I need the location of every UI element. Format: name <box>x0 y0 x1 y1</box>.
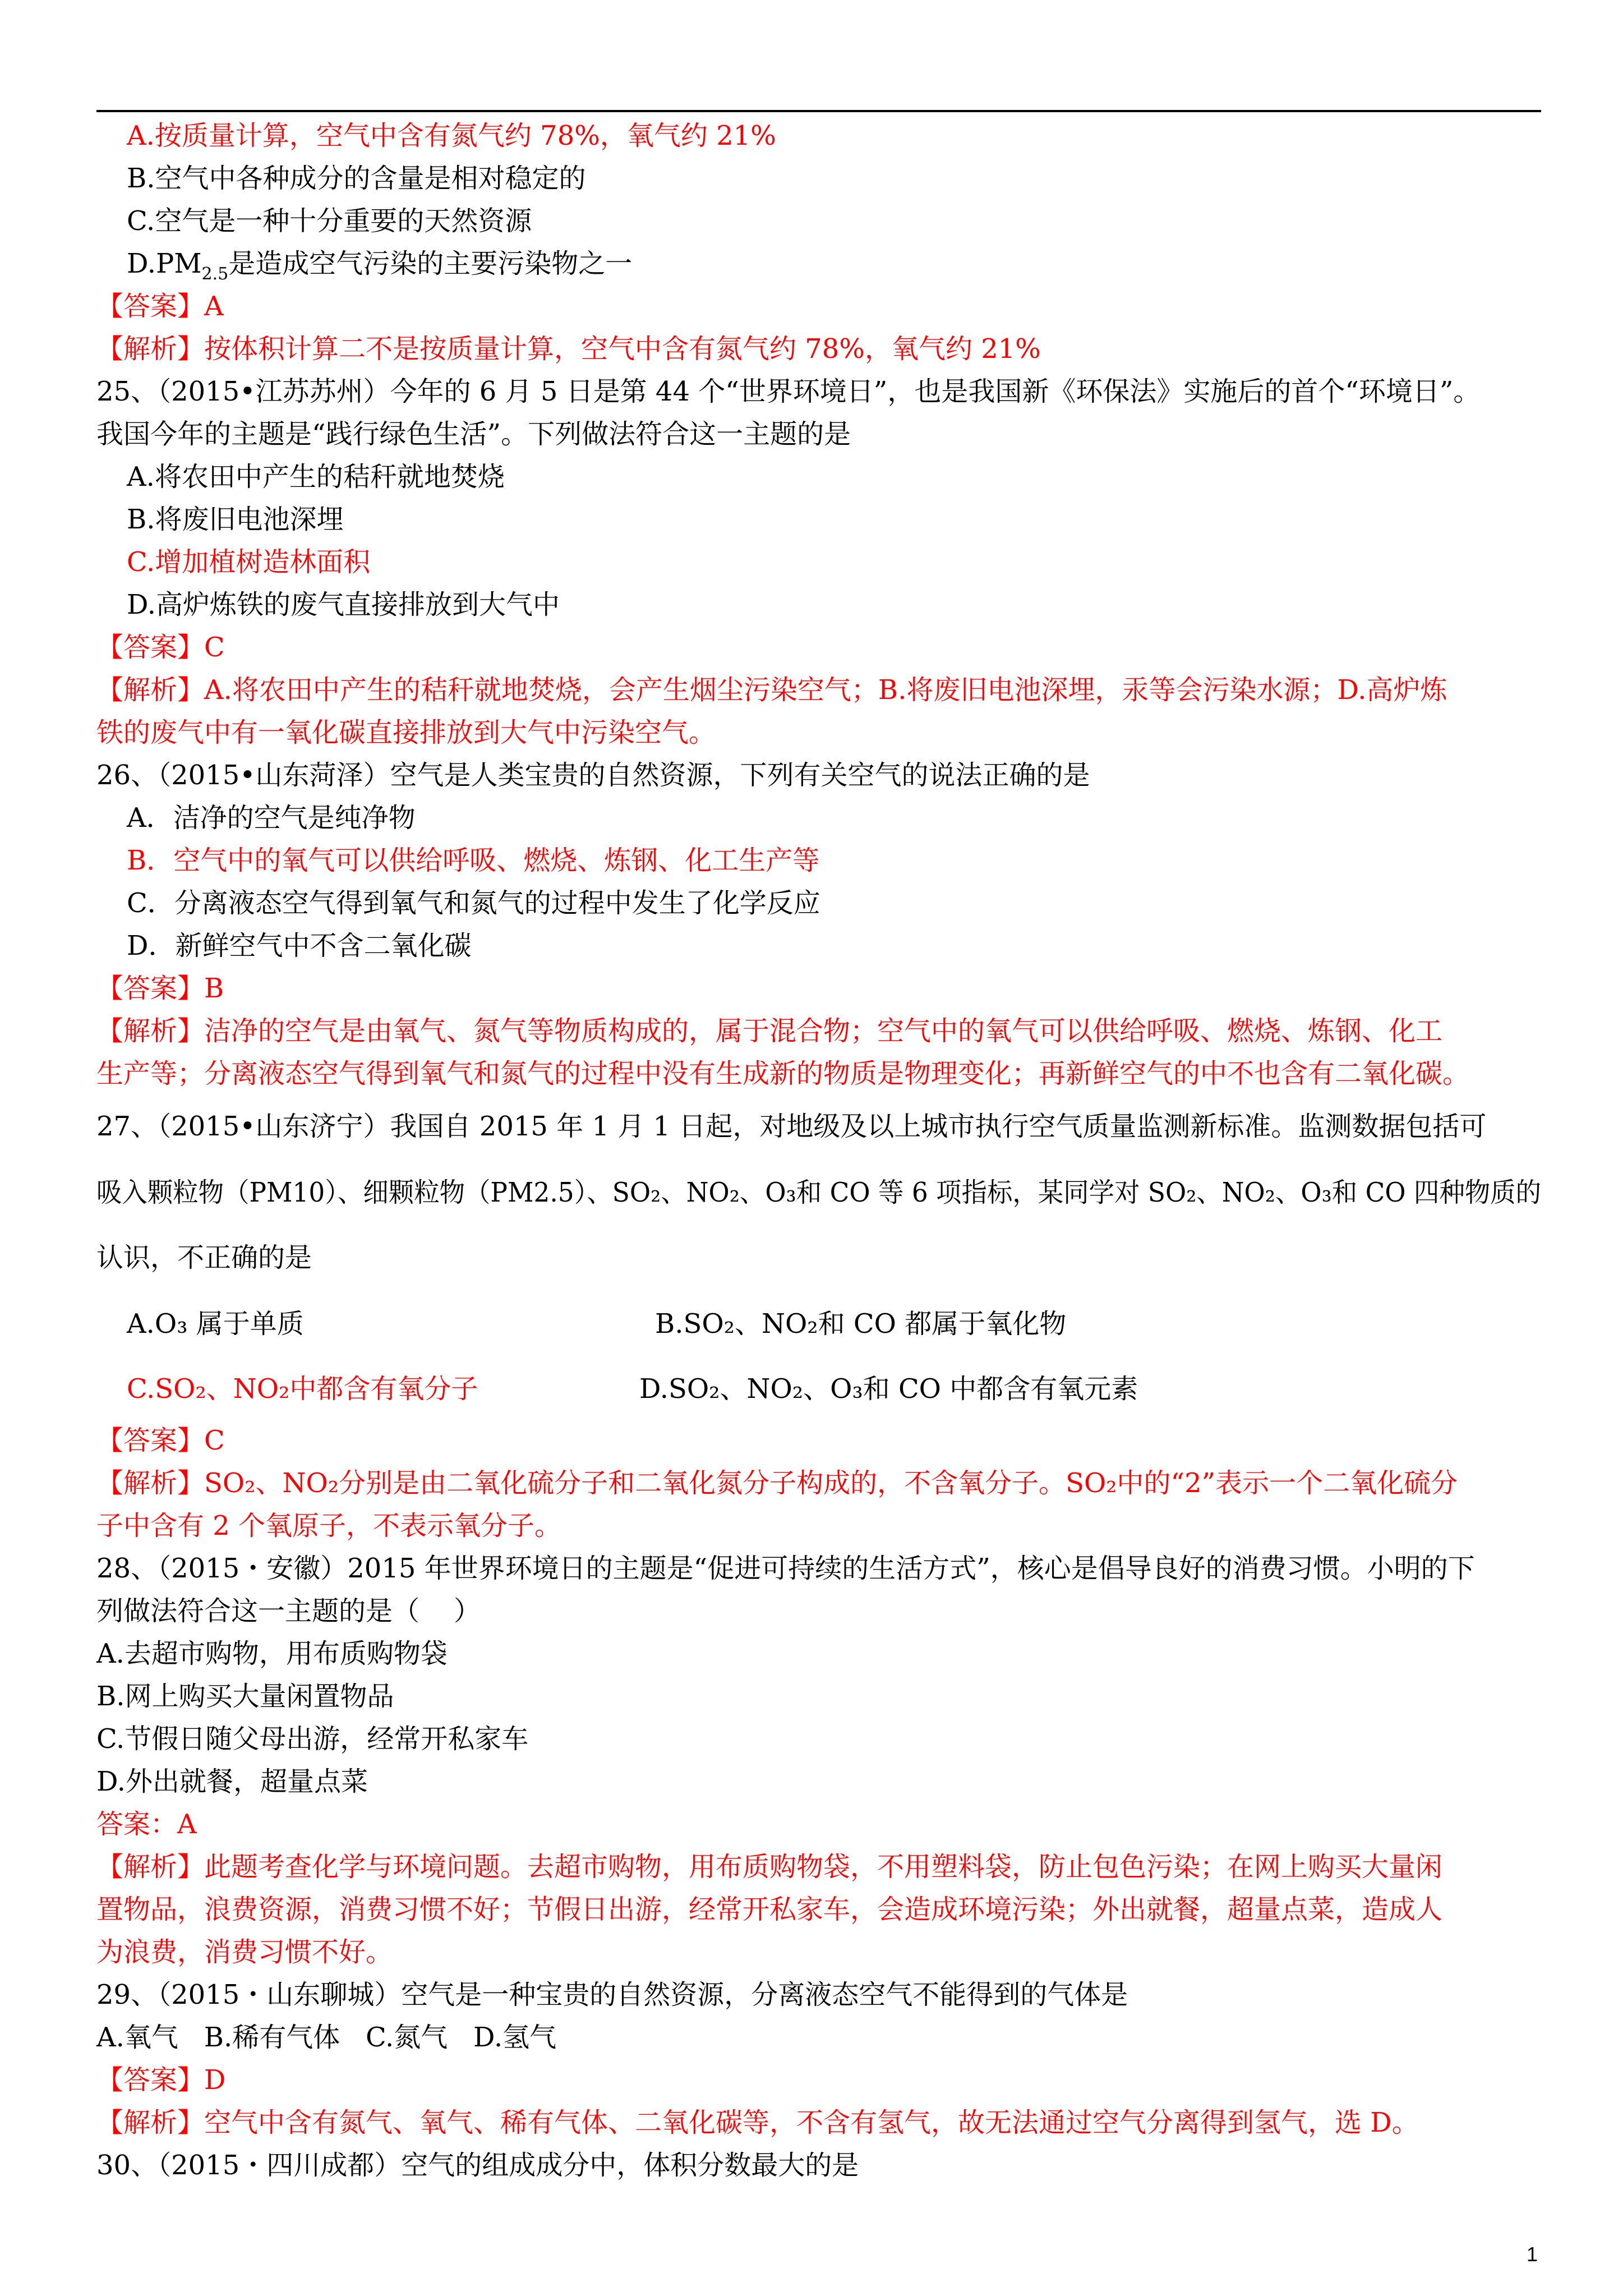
q28-analysis-line3: 为浪费，消费习惯不好。 <box>96 1936 393 1968</box>
q28-option-c: C.节假日随父母出游，经常开私家车 <box>96 1723 529 1755</box>
q26-option-b: B．空气中的氧气可以供给呼吸、燃烧、炼钢、化工生产等 <box>127 845 820 876</box>
q26-stem: 26、（2015•山东菏泽）空气是人类宝贵的自然资源，下列有关空气的说法正确的是 <box>96 760 1090 791</box>
q25-option-a: A.将农田中产生的秸秆就地焚烧 <box>127 461 505 493</box>
q28-option-d: D.外出就餐，超量点菜 <box>96 1766 368 1797</box>
q24-option-d: $D.PM_{2.5}$是造成空气污染的主要污染物之一 <box>127 248 633 284</box>
q29-answer: 【答案】D <box>96 2064 226 2096</box>
q27-stem-line2: 吸入颗粒物（PM10）、细颗粒物（PM2.5）、SO₂、NO₂、O₃和 CO 等 6 项指标，某同学对 SO₂、NO₂、O₃和 CO 四种物质的 <box>96 1177 1542 1208</box>
q26-option-a: A．洁净的空气是纯净物 <box>127 802 416 834</box>
q24-analysis: 【解析】按体积计算二不是按质量计算，空气中含有氮气约 78%，氧气约 21% <box>96 333 1041 365</box>
q27-stem-line3: 认识，不正确的是 <box>96 1242 312 1273</box>
q28-answer: 答案：A <box>96 1809 197 1840</box>
page-number: 1 <box>1527 2243 1538 2266</box>
q26-analysis-line1: 【解析】洁净的空气是由氧气、氮气等物质构成的，属于混合物；空气中的氧气可以供给呼吸、燃烧、炼钢、化工 <box>96 1015 1443 1047</box>
q27-stem-line1: 27、（2015•山东济宁）我国自 2015 年 1 月 1 日起，对地级及以上城市执行空气质量监测新标准。监测数据包括可 <box>96 1111 1487 1142</box>
q29-options: A.氧气 B.稀有气体 C.氮气 D.氢气 <box>96 2022 557 2053</box>
q27-analysis-line1: 【解析】SO₂、NO₂分别是由二氧化硫分子和二氧化氮分子构成的，不含氧分子。SO₂中的“2”表示一个二氧化硫分 <box>96 1467 1458 1499</box>
q27-option-a: A.O₃ 属于单质 <box>127 1308 304 1340</box>
q25-option-c: C.增加植树造林面积 <box>127 546 371 578</box>
q25-option-d: D.高炉炼铁的废气直接排放到大气中 <box>127 589 560 620</box>
q28-stem-line1: 28、（2015・安徽）2015 年世界环境日的主题是“促进可持续的生活方式”，核心是倡导良好的消费习惯。小明的下 <box>96 1553 1475 1584</box>
subscript: 2.5 <box>201 264 229 284</box>
q24-answer: 【答案】A <box>96 291 224 322</box>
q27-analysis-line2: 子中含有 2 个氧原子，不表示氧分子。 <box>96 1510 562 1542</box>
q25-stem-line2: 我国今年的主题是“践行绿色生活”。下列做法符合这一主题的是 <box>96 418 851 450</box>
q27-option-c: C.SO₂、NO₂中都含有氧分子 <box>127 1373 478 1405</box>
q29-analysis: 【解析】空气中含有氮气、氧气、稀有气体、二氧化碳等，不含有氢气，故无法通过空气分离得到氢气，选 D。 <box>96 2107 1419 2138</box>
q25-option-b: B.将废旧电池深埋 <box>127 504 344 535</box>
q26-option-c: C．分离液态空气得到氧气和氮气的过程中发生了化学反应 <box>127 887 820 919</box>
q27-option-d: D.SO₂、NO₂、O₃和 CO 中都含有氧元素 <box>639 1373 1138 1405</box>
q28-stem-line2: 列做法符合这一主题的是（ ） <box>96 1595 481 1627</box>
q26-answer: 【答案】B <box>96 973 224 1004</box>
q26-analysis-line2: 生产等；分离液态空气得到氧气和氮气的过程中没有生成新的物质是物理变化；再新鲜空气的中不也含有二氧化碳。 <box>96 1058 1470 1089</box>
q24-option-c: C.空气是一种十分重要的天然资源 <box>127 205 532 237</box>
q28-option-b: B.网上购买大量闲置物品 <box>96 1681 394 1712</box>
q29-stem: 29、（2015・山东聊城）空气是一种宝贵的自然资源，分离液态空气不能得到的气体是 <box>96 1979 1128 2010</box>
q25-analysis-line2: 铁的废气中有一氧化碳直接排放到大气中污染空气。 <box>96 717 716 748</box>
header-rule <box>96 110 1541 112</box>
q28-option-a: A.去超市购物，用布质购物袋 <box>96 1638 448 1669</box>
q24-option-b: B.空气中各种成分的含量是相对稳定的 <box>127 163 586 194</box>
q25-analysis-line1: 【解析】A.将农田中产生的秸秆就地焚烧，会产生烟尘污染空气；B.将废旧电池深埋，汞等会污染水源；D.高炉炼 <box>96 674 1447 706</box>
q26-option-d: D．新鲜空气中不含二氧化碳 <box>127 930 472 961</box>
q25-answer: 【答案】C <box>96 632 225 663</box>
q28-analysis-line1: 【解析】此题考查化学与环境问题。去超市购物，用布质购物袋，不用塑料袋，防止包色污染；在网上购买大量闲 <box>96 1851 1443 1883</box>
q24-option-a: A.按质量计算，空气中含有氮气约 78%，氧气约 21% <box>127 120 776 151</box>
q28-analysis-line2: 置物品，浪费资源，消费习惯不好；节假日出游，经常开私家车，会造成环境污染；外出就餐，超量点菜，造成人 <box>96 1894 1443 1925</box>
q30-stem: 30、（2015・四川成都）空气的组成成分中，体积分数最大的是 <box>96 2150 859 2181</box>
q25-stem-line1: 25、（2015•江苏苏州）今年的 6 月 5 日是第 44 个“世界环境日”，也是我国新《环保法》实施后的首个“环境日”。 <box>96 376 1481 407</box>
q27-answer: 【答案】C <box>96 1425 225 1456</box>
q27-option-b: B.SO₂、NO₂和 CO 都属于氧化物 <box>655 1308 1067 1340</box>
